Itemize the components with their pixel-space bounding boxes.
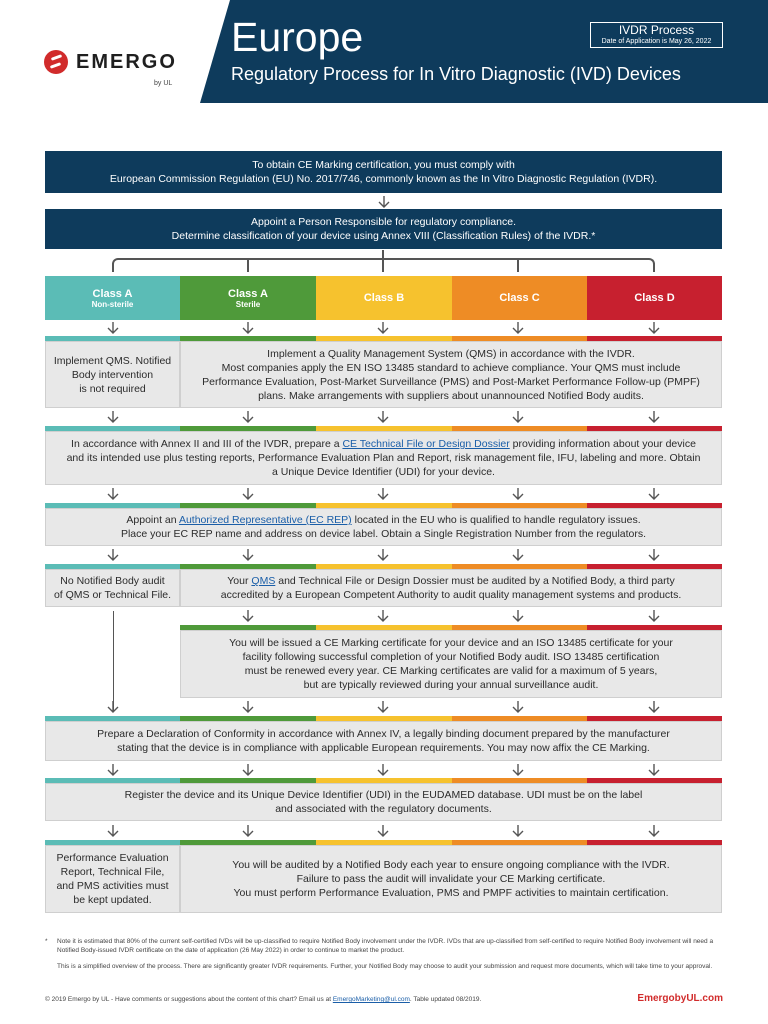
- class-sub: Non-sterile: [91, 299, 134, 309]
- text-line: [126, 513, 640, 527]
- arrow-down-icon: [377, 195, 391, 209]
- qms-link[interactable]: QMS: [251, 575, 276, 587]
- text-part: Appoint an: [126, 514, 179, 526]
- copyright-text: . Table updated 08/2019.: [409, 996, 482, 1003]
- arrow-down-icon: [106, 487, 120, 501]
- page-subtitle: Regulatory Process for In Vitro Diagnostic (IVD) Devices: [231, 64, 681, 84]
- arrow-down-icon: [376, 763, 390, 777]
- tech-file-link[interactable]: CE Technical File or Design Dossier: [342, 438, 510, 450]
- arrow-down-icon: [511, 700, 525, 714]
- text-line: be kept updated.: [73, 894, 152, 906]
- badge-date: Date of Application is May 26, 2022: [601, 38, 712, 45]
- arrow-down-icon: [511, 763, 525, 777]
- class-label: Class D: [634, 292, 675, 304]
- arrow-down-icon: [241, 609, 255, 623]
- step1-line1: To obtain CE Marking certification, you must comply with: [252, 159, 515, 171]
- arrow-down-icon: [647, 824, 661, 838]
- arrow-down-icon: [647, 609, 661, 623]
- text-part: and Technical File or Design Dossier must be audited by a Notified Body, a third party: [275, 575, 675, 587]
- email-link[interactable]: EmergoMarketing@ul.com: [332, 996, 410, 1003]
- step2-line1: Appoint a Person Responsible for regulatory compliance.: [251, 216, 516, 228]
- website-link[interactable]: EmergobyUL.com: [637, 993, 723, 1004]
- text-line: of QMS or Technical File.: [53, 589, 172, 601]
- arrow-down-icon: [106, 410, 120, 424]
- emergo-logo-icon: [44, 50, 68, 74]
- arrow-down-icon: [647, 321, 661, 335]
- arrow-down-icon: [376, 548, 390, 562]
- class-b-header: [316, 276, 452, 320]
- step-person-responsible: [45, 209, 722, 249]
- annual-audit-box: [180, 845, 722, 913]
- keep-updated-box: [45, 845, 180, 913]
- class-a-nonsterile-header: [45, 276, 180, 320]
- text-part: located in the EU who is qualified to handle regulatory issues.: [351, 514, 641, 526]
- page-title: Europe: [231, 14, 364, 60]
- arrow-down-icon: [511, 548, 525, 562]
- arrow-down-icon: [376, 824, 390, 838]
- copyright-text: © 2019 Emergo by UL - Have comments or suggestions about the content of this chart? Email us at: [45, 996, 333, 1003]
- certificate-box: [180, 630, 722, 698]
- technical-file-step: [45, 431, 722, 485]
- text-line: Body intervention: [71, 368, 154, 381]
- arrow-down-icon: [647, 410, 661, 424]
- qms-implement: [180, 341, 722, 408]
- emergo-logo[interactable]: [44, 50, 177, 74]
- arrow-down-icon: [376, 410, 390, 424]
- arrow-down-icon: [241, 763, 255, 777]
- text-line: You will be audited by a Notified Body each year to ensure ongoing compliance with the IVDR.: [232, 859, 670, 871]
- header-diagonal: [200, 0, 230, 103]
- text-line: and its intended use plus testing reports, Performance Evaluation Plan and Report, risk management file, IFU, labeling and more. Obtain: [66, 452, 701, 464]
- step1-line2: European Commission Regulation (EU) No. 2017/746, commonly known as the In Vitro Diagnostic Regulation (IVDR).: [109, 173, 658, 185]
- text-line: Performance Evaluation, Post-Market Surveillance (PMS) and Post-Market Performance Follow-up (PMPF): [202, 375, 700, 388]
- arrow-down-icon: [647, 548, 661, 562]
- footnote-1: Note it is estimated that 80% of the current self-certified IVDs will be up-classified to require Notified Body involvement under the IVDR. IVDs that are up-classified from self-certified to require Notified Body involvement will need a Notified Body-issued IVDR certificate on the date of application (26 May 2022) in order to continue to market the product.: [57, 938, 714, 954]
- bypass-line: [113, 611, 114, 711]
- class-label: Class A: [228, 287, 268, 300]
- arrow-down-icon: [511, 410, 525, 424]
- copyright: [45, 995, 481, 1004]
- text-line: and PMS activities must: [56, 880, 169, 892]
- declaration-box: [45, 721, 722, 761]
- text-line: You must perform Performance Evaluation, PMS and PMPF activities to maintain certification.: [233, 887, 669, 899]
- arrow-down-icon: [647, 763, 661, 777]
- text-line: [71, 437, 696, 451]
- footnote-2: This is a simplified overview of the process. There are significantly greater IVDR requirements. Further, your Notified Body may choose to audit your submission and request more documents, which will take time to your approval.: [57, 963, 713, 970]
- text-line: Most companies apply the EN ISO 13485 standard to achieve compliance. Your QMS must include: [221, 361, 681, 374]
- arrow-down-icon: [647, 487, 661, 501]
- arrow-down-icon: [241, 700, 255, 714]
- ec-rep-link[interactable]: Authorized Representative (EC REP): [178, 514, 352, 526]
- class-c-header: [452, 276, 587, 320]
- footnote-star: *: [45, 938, 48, 945]
- arrow-down-icon: [106, 763, 120, 777]
- text-line: stating that the device is in compliance with applicable European requirements. You may now affix the CE Marking.: [117, 742, 650, 754]
- qms-not-required: [45, 341, 180, 408]
- bracket-tick: [517, 258, 519, 272]
- arrow-down-icon: [106, 548, 120, 562]
- notified-body-audit-box: [180, 569, 722, 607]
- text-line: but are typically reviewed during your annual surveillance audit.: [303, 679, 599, 691]
- text-line: Place your EC REP name and address on device label. Obtain a Single Registration Number from the regulators.: [120, 528, 647, 540]
- arrow-down-icon: [511, 487, 525, 501]
- class-label: Class A: [92, 287, 133, 300]
- text-line: must be renewed every year. CE Marking certificates are valid for a maximum of 5 years,: [244, 665, 658, 677]
- bracket-tick: [247, 258, 249, 272]
- arrow-down-icon: [647, 700, 661, 714]
- class-a-sterile-header: [180, 276, 316, 320]
- text-line: accredited by a European Competent Authority to audit quality management systems and products.: [220, 589, 682, 601]
- arrow-down-icon: [376, 609, 390, 623]
- arrow-down-icon: [511, 321, 525, 335]
- text-line: You will be issued a CE Marking certificate for your device and an ISO 13485 certificate for your: [229, 637, 673, 649]
- class-sub: Sterile: [235, 299, 261, 309]
- ec-rep-step: [45, 508, 722, 546]
- text-line: Implement QMS. Notified: [53, 354, 172, 367]
- class-d-header: [587, 276, 722, 320]
- text-line: Implement a Quality Management System (QMS) in accordance with the IVDR.: [267, 347, 635, 360]
- text-line: Performance Evaluation: [56, 852, 169, 864]
- register-box: [45, 783, 722, 821]
- brand-sub: by UL: [154, 80, 173, 87]
- arrow-down-icon: [511, 824, 525, 838]
- text-line: No Notified Body audit: [60, 575, 165, 587]
- step2-line2: Determine classification of your device using Annex VIII (Classification Rules) of the IVDR.*: [171, 230, 596, 242]
- text-line: a Unique Device Identifier (UDI) for your device.: [272, 466, 495, 478]
- arrow-down-icon: [241, 487, 255, 501]
- text-part: In accordance with Annex II and III of the IVDR, prepare a: [71, 438, 343, 450]
- text-part: providing information about your device: [509, 438, 696, 450]
- arrow-down-icon: [241, 824, 255, 838]
- text-line: Prepare a Declaration of Conformity in accordance with Annex IV, a legally binding document prepared by the manufacturer: [97, 728, 670, 740]
- arrow-down-icon: [106, 321, 120, 335]
- arrow-down-icon: [511, 609, 525, 623]
- class-label: Class B: [363, 292, 405, 304]
- text-part: Your: [227, 575, 252, 587]
- text-line: and associated with the regulatory documents.: [275, 803, 492, 815]
- ivdr-badge: [590, 22, 723, 48]
- arrow-down-icon: [241, 548, 255, 562]
- arrow-down-icon: [241, 410, 255, 424]
- step-ce-marking: [45, 151, 722, 193]
- bracket-tick: [382, 258, 384, 272]
- text-line: Register the device and its Unique Device Identifier (UDI) in the EUDAMED database. UDI must be on the label: [124, 789, 643, 801]
- text-line: Report, Technical File,: [60, 866, 165, 878]
- text-line: [227, 574, 674, 588]
- class-label: Class C: [499, 292, 540, 304]
- arrow-down-icon: [376, 700, 390, 714]
- no-audit-box: [45, 569, 180, 607]
- text-line: Failure to pass the audit will invalidate your CE Marking certificate.: [296, 873, 606, 885]
- arrow-down-icon: [376, 487, 390, 501]
- badge-title: IVDR Process: [618, 23, 695, 37]
- brand-name: EMERGO: [76, 50, 177, 73]
- arrow-down-icon: [376, 321, 390, 335]
- arrow-down-icon: [106, 824, 120, 838]
- arrow-down-icon: [241, 321, 255, 335]
- text-line: is not required: [79, 382, 146, 395]
- text-line: facility following successful completion of your Notified Body audit. ISO 13485 certification: [242, 651, 660, 663]
- text-line: plans. Make arrangements with suppliers about unannounced Notified Body audits.: [258, 389, 644, 402]
